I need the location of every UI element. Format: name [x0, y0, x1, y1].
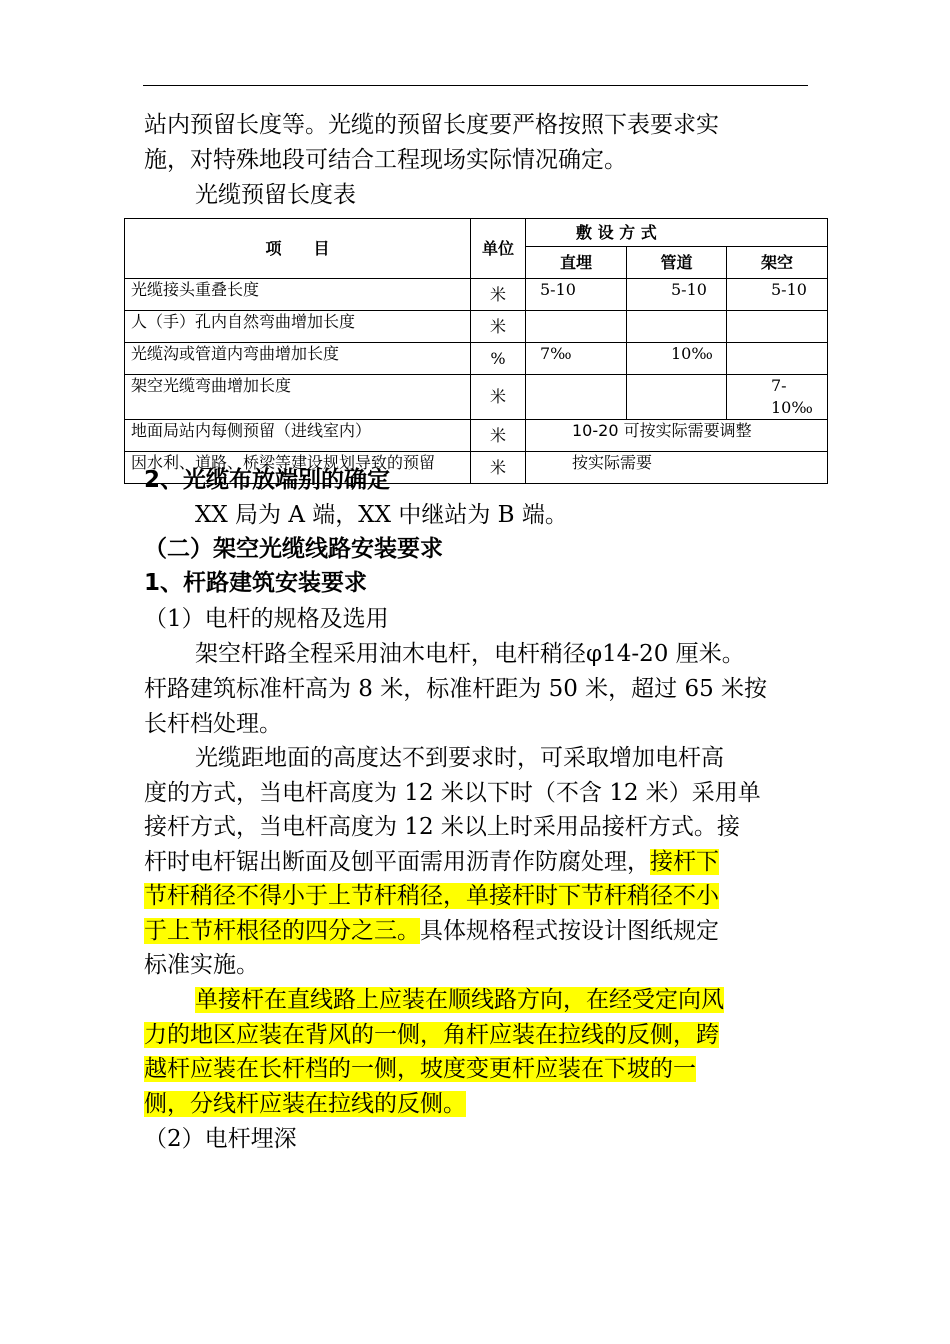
- row-item: 光缆接头重叠长度: [125, 279, 471, 311]
- p2-line-4: [144, 845, 719, 879]
- table-header-row-1: [125, 219, 828, 247]
- p2-line-6: [144, 914, 719, 948]
- row-item: 架空光缆弯曲增加长度: [125, 375, 471, 420]
- p2-line-6-text: 具体规格程式按设计图纸规定: [420, 918, 719, 944]
- p2-line-2: 度的方式，当电杆高度为 12 米以下时（不含 12 米）采用单: [144, 780, 761, 806]
- highlighted-text: 节杆稍径不得小于上节杆稍径，单接杆时下节杆稍径不小: [144, 883, 719, 909]
- p3-line-1: [195, 983, 724, 1017]
- row-value: 5-10: [526, 279, 627, 311]
- row-value: 5-10: [727, 279, 828, 311]
- cable-reserve-table: [124, 218, 828, 484]
- row-value: [727, 311, 828, 343]
- row-value: 7‰: [526, 343, 627, 375]
- row-unit: %: [471, 343, 526, 375]
- row-item: 光缆沟或管道内弯曲增加长度: [125, 343, 471, 375]
- row-value: 5-10: [627, 279, 727, 311]
- row-value: [627, 375, 727, 420]
- highlighted-text: 接杆下: [650, 849, 719, 875]
- highlighted-text: 单接杆在直线路上应装在顺线路方向，在经受定向风: [195, 987, 724, 1013]
- highlighted-text: 越杆应装在长杆档的一侧，坡度变更杆应装在下坡的一: [144, 1056, 696, 1082]
- row-unit: 米: [471, 375, 526, 420]
- row-unit: 米: [471, 452, 526, 484]
- intro-line-1: 站内预留长度等。光缆的预留长度要严格按照下表要求实: [144, 112, 719, 138]
- p1-line-3: 长杆档处理。: [144, 711, 282, 737]
- row-value: [627, 311, 727, 343]
- row-value: [727, 343, 828, 375]
- p3-line-4: [144, 1087, 466, 1121]
- header-col-direct: 直埋: [526, 247, 627, 279]
- header-item: 项 目: [125, 219, 471, 279]
- part-2-title: （二）架空光缆线路安装要求: [144, 536, 443, 562]
- p2-line-1: 光缆距地面的高度达不到要求时，可采取增加电杆高: [195, 745, 724, 771]
- item-2-heading: （2）电杆埋深: [144, 1126, 297, 1152]
- row-unit: 米: [471, 420, 526, 452]
- header-col-duct: 管道: [627, 247, 727, 279]
- row-item: 人（手）孔内自然弯曲增加长度: [125, 311, 471, 343]
- highlighted-text: 力的地区应装在背风的一侧，角杆应装在拉线的反侧，跨: [144, 1022, 719, 1048]
- item-1-heading: （1）电杆的规格及选用: [144, 606, 389, 632]
- p2-line-7: 标准实施。: [144, 952, 259, 978]
- header-unit: 单位: [471, 219, 526, 279]
- p1-line-2: 杆路建筑标准杆高为 8 米，标准杆距为 50 米，超过 65 米按: [144, 676, 768, 702]
- table-row: [125, 311, 828, 343]
- header-method: 敷 设 方 式: [526, 219, 828, 247]
- p1-line-1: 架空杆路全程采用油木电杆，电杆稍径φ14-20 厘米。: [195, 641, 745, 667]
- highlighted-text: 侧，分线杆应装在拉线的反侧。: [144, 1091, 466, 1117]
- section-2-title: 2、光缆布放端别的确定: [144, 467, 391, 493]
- highlighted-text: 于上节杆根径的四分之三。: [144, 918, 420, 944]
- row-value: 7-10‰: [727, 375, 828, 420]
- row-merged-value: 10-20 可按实际需要调整: [526, 420, 828, 452]
- row-item: 因水利、道路、桥梁等建设规划导致的预留: [125, 452, 471, 484]
- row-unit: 米: [471, 279, 526, 311]
- p2-line-3: 接杆方式，当电杆高度为 12 米以上时采用品接杆方式。接: [144, 814, 740, 840]
- p3-line-2: [144, 1018, 719, 1052]
- subsection-1-title: 1、杆路建筑安装要求: [144, 570, 368, 596]
- header-col-aerial: 架空: [727, 247, 828, 279]
- table-row: [125, 375, 828, 420]
- row-value: [526, 375, 627, 420]
- row-item: 地面局站内每侧预留（进线室内）: [125, 420, 471, 452]
- header-rule: [143, 85, 808, 86]
- row-unit: 米: [471, 311, 526, 343]
- table-row: [125, 279, 828, 311]
- table-title: 光缆预留长度表: [195, 182, 356, 208]
- intro-line-2: 施，对特殊地段可结合工程现场实际情况确定。: [144, 147, 627, 173]
- table-row: [125, 420, 828, 452]
- row-value: 10‰: [627, 343, 727, 375]
- row-merged-value: 按实际需要: [526, 452, 828, 484]
- p3-line-3: [144, 1052, 696, 1086]
- p2-line-4-text: 杆时电杆锯出断面及刨平面需用沥青作防腐处理，: [144, 849, 650, 875]
- table-row: [125, 343, 828, 375]
- p2-line-5: [144, 879, 719, 913]
- section-2-text: XX 局为 A 端，XX 中继站为 B 端。: [195, 502, 568, 528]
- row-value: [526, 311, 627, 343]
